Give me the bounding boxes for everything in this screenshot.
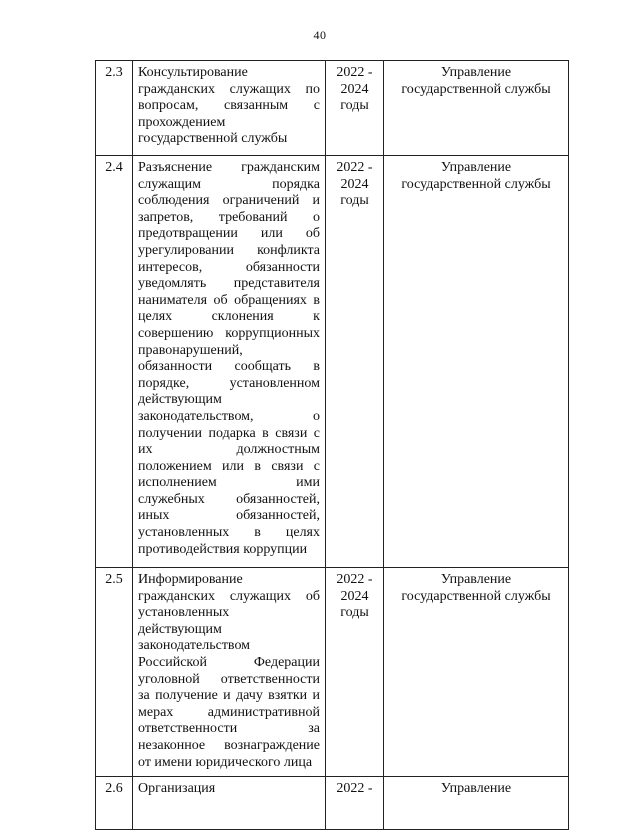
- description-line: Информирование: [138, 572, 243, 587]
- deadline-line: годы: [340, 605, 369, 621]
- description-line: обязанности сообщать в: [138, 359, 320, 375]
- responsible-line: государственной службы: [401, 176, 551, 192]
- description-line: нанимателя об обращениях в: [138, 292, 320, 308]
- description-line: установленных в целях: [138, 525, 320, 541]
- responsible-line: государственной службы: [401, 588, 551, 604]
- description-line: целях склонения к: [138, 309, 320, 325]
- description-line: от имени юридического лица: [138, 754, 313, 770]
- description-line: за получение и дачу взятки и: [138, 688, 320, 704]
- description-line: служащим порядка: [138, 176, 320, 192]
- description-line: гражданских служащих по: [138, 81, 320, 97]
- description-line: уведомлять представителя: [138, 276, 320, 292]
- description-line: Организация: [138, 781, 216, 796]
- measure-description: [133, 156, 326, 568]
- description-line: мерах административной: [138, 704, 320, 720]
- description-line: прохождением: [138, 114, 226, 130]
- description-line: государственной службы: [138, 131, 288, 147]
- deadline-line: 2022 -: [336, 65, 373, 80]
- description-line: положением или в связи с: [138, 458, 320, 474]
- description-line: совершению коррупционных: [138, 325, 320, 341]
- deadline-line: 2022 -: [336, 160, 373, 175]
- item-number: 2.3: [96, 61, 133, 156]
- responsible-line: Управление: [440, 160, 512, 175]
- responsible-unit: [384, 568, 569, 777]
- deadline-line: 2024: [340, 588, 369, 604]
- table-row: [96, 156, 569, 568]
- responsible-unit: [384, 61, 569, 156]
- measure-description: [133, 777, 326, 830]
- measure-description: [133, 568, 326, 777]
- description-line: служебных обязанностей,: [138, 491, 320, 507]
- table-row: [96, 777, 569, 830]
- description-line: законодательством, о: [138, 408, 320, 424]
- description-line: соблюдения ограничений и: [138, 193, 320, 209]
- description-line: правонарушений,: [138, 342, 243, 358]
- responsible-unit: [384, 777, 569, 830]
- description-line: предотвращении или об: [138, 226, 320, 242]
- description-line: Российской Федерации: [138, 654, 320, 670]
- description-line: ответственности за: [138, 721, 320, 737]
- deadline-years: [326, 156, 384, 568]
- description-line: Разъяснение гражданским: [138, 160, 320, 175]
- responsible-line: государственной службы: [401, 81, 551, 97]
- description-line: незаконное вознаграждение: [138, 737, 320, 753]
- table-row: [96, 61, 569, 156]
- description-line: вопросам, связанным с: [138, 98, 320, 114]
- measures-table: [95, 60, 569, 830]
- description-line: запретов, требований о: [138, 209, 320, 225]
- deadline-line: годы: [340, 193, 369, 209]
- description-line: гражданских служащих об: [138, 588, 320, 604]
- page-number: 40: [313, 28, 327, 42]
- deadline-years: [326, 568, 384, 777]
- measure-description: [133, 61, 326, 156]
- deadline-line: 2022 -: [336, 572, 373, 587]
- item-number: 2.6: [96, 777, 133, 830]
- item-number: 2.4: [96, 156, 133, 568]
- description-line: получении подарка в связи с: [138, 425, 320, 441]
- responsible-line: Управление: [440, 65, 512, 80]
- description-line: порядке, установленном: [138, 375, 320, 391]
- responsible-line: Управление: [440, 572, 512, 587]
- description-line: уголовной ответственности: [138, 671, 320, 687]
- deadline-years: [326, 777, 384, 830]
- description-line: иных обязанностей,: [138, 508, 320, 524]
- description-line: установленных: [138, 605, 230, 621]
- description-line: исполнением ими: [138, 475, 320, 491]
- description-line: действующим: [138, 621, 222, 637]
- responsible-line: Управление: [440, 781, 512, 796]
- description-line: урегулировании конфликта: [138, 242, 320, 258]
- description-line: противодействия коррупции: [138, 541, 308, 557]
- item-number: 2.5: [96, 568, 133, 777]
- table-row: [96, 568, 569, 777]
- description-line: законодательством: [138, 638, 251, 654]
- description-line: Консультирование: [138, 65, 248, 80]
- description-line: их должностным: [138, 442, 320, 458]
- description-line: интересов, обязанности: [138, 259, 320, 275]
- deadline-line: годы: [340, 98, 369, 114]
- deadline-line: 2022 -: [336, 781, 373, 796]
- responsible-unit: [384, 156, 569, 568]
- description-line: действующим: [138, 392, 222, 408]
- deadline-line: 2024: [340, 176, 369, 192]
- deadline-years: [326, 61, 384, 156]
- deadline-line: 2024: [340, 81, 369, 97]
